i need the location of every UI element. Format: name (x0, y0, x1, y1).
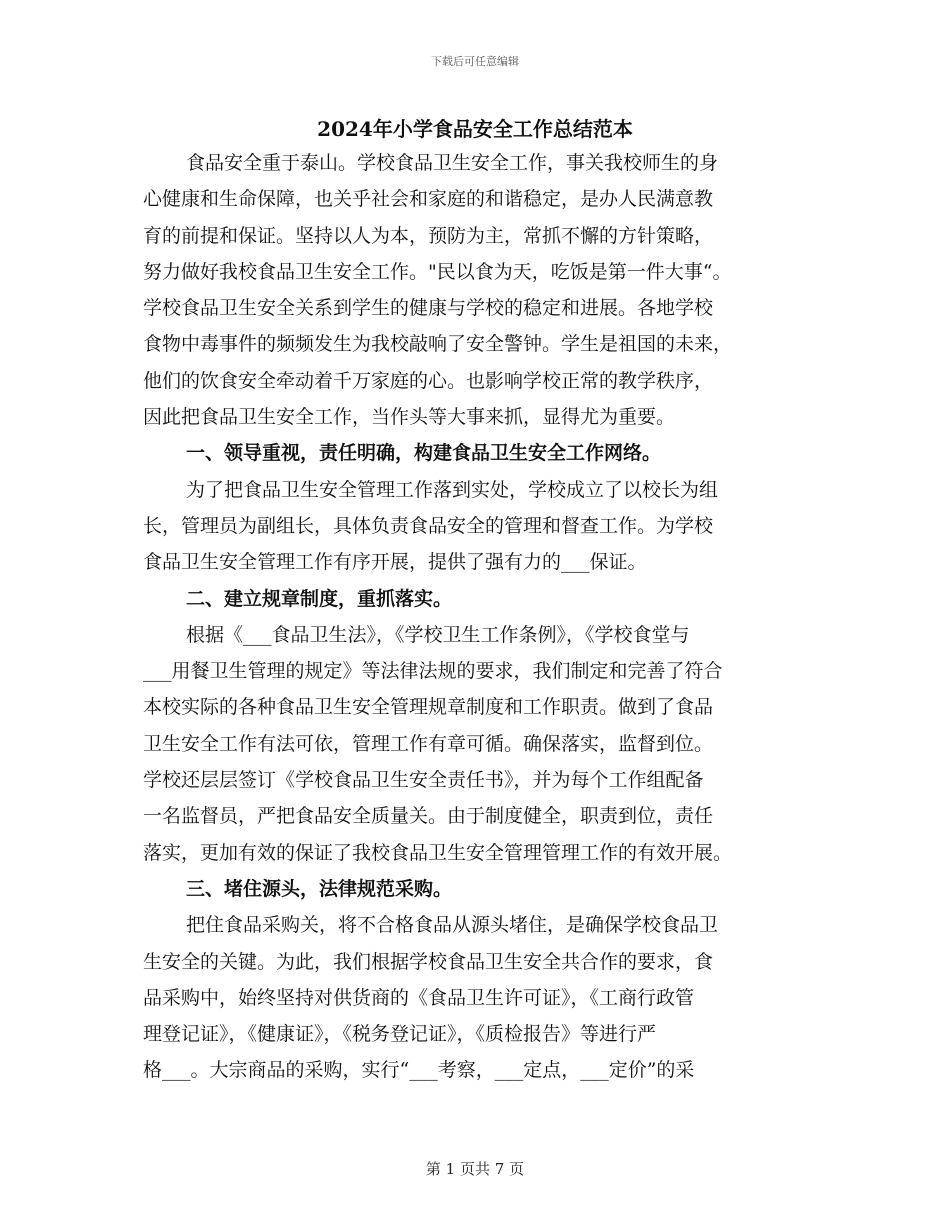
section-heading: 三、堵住源头，法律规范采购。 (186, 877, 453, 900)
paragraph-line: ___用餐卫生管理的规定》等法律法规的要求，我们制定和完善了符合 (143, 660, 723, 683)
paragraph-line: 食物中毒事件的频频发生为我校敲响了安全警钟。学生是祖国的未来， (143, 333, 733, 356)
paragraph-line: 他们的饮食安全牵动着千万家庭的心。也影响学校正常的教学秩序， (143, 369, 714, 392)
paragraph-line: 为了把食品卫生安全管理工作落到实处，学校成立了以校长为组 (186, 478, 719, 501)
section-heading: 一、领导重视，责任明确，构建食品卫生安全工作网络。 (186, 442, 662, 465)
document-title: 2024年小学食品安全工作总结范本 (317, 117, 633, 141)
paragraph-line: 一名监督员，严把食品安全质量关。由于制度健全，职责到位，责任 (143, 805, 714, 828)
paragraph-line: 理登记证》，《健康证》，《税务登记证》，《质检报告》等进行严 (143, 1023, 657, 1046)
paragraph-line: 品采购中，始终坚持对供货商的《食品卫生许可证》，《工商行政管 (143, 986, 695, 1009)
paragraph-line: 把住食品采购关，将不合格食品从源头堵住，是确保学校食品卫 (186, 914, 719, 937)
paragraph-line: 努力做好我校食品卫生安全工作。"民以食为天，吃饭是第一件大事“。 (143, 260, 732, 283)
paragraph-line: 落实，更加有效的保证了我校食品卫生安全管理管理工作的有效开展。 (143, 841, 733, 864)
paragraph-line: 心健康和生命保障，也关乎社会和家庭的和谐稳定，是办人民满意教 (143, 188, 714, 211)
paragraph-line: 根据《___食品卫生法》，《学校卫生工作条例》，《学校食堂与 (186, 623, 690, 646)
paragraph-line: 生安全的关键。为此，我们根据学校食品卫生安全共合作的要求，食 (143, 950, 714, 973)
paragraph-line: 食品安全重于泰山。学校食品卫生安全工作，事关我校师生的身 (186, 152, 719, 174)
section-heading: 二、建立规章制度，重抓落实。 (186, 587, 453, 610)
document-body (143, 145, 833, 1089)
page-header-note: 下载后可任意编辑 (431, 55, 519, 68)
paragraph-line: 因此把食品卫生安全工作，当作头等大事来抓，显得尤为重要。 (143, 406, 676, 429)
page-footer-number: 第 1 页共 7 页 (425, 1160, 525, 1178)
paragraph-line: 本校实际的各种食品卫生安全管理规章制度和工作职责。做到了食品 (143, 696, 714, 719)
paragraph-line: 育的前提和保证。坚持以人为本，预防为主，常抓不懈的方针策略， (143, 224, 714, 247)
paragraph-line: 卫生安全工作有法可依，管理工作有章可循。确保落实，监督到位。 (143, 732, 714, 755)
paragraph-line: 学校食品卫生安全关系到学生的健康与学校的稳定和进展。各地学校 (143, 297, 714, 320)
paragraph-line: 格___。大宗商品的采购，实行“___考察，___定点，___定价”的采 (143, 1059, 695, 1082)
paragraph-line: 学校还层层签订《学校食品卫生安全责任书》，并为每个工作组配备 (143, 769, 704, 792)
paragraph-line: 长，管理员为副组长，具体负责食品安全的管理和督查工作。为学校 (143, 514, 714, 537)
paragraph-line: 食品卫生安全管理工作有序开展，提供了强有力的___保证。 (143, 551, 647, 574)
